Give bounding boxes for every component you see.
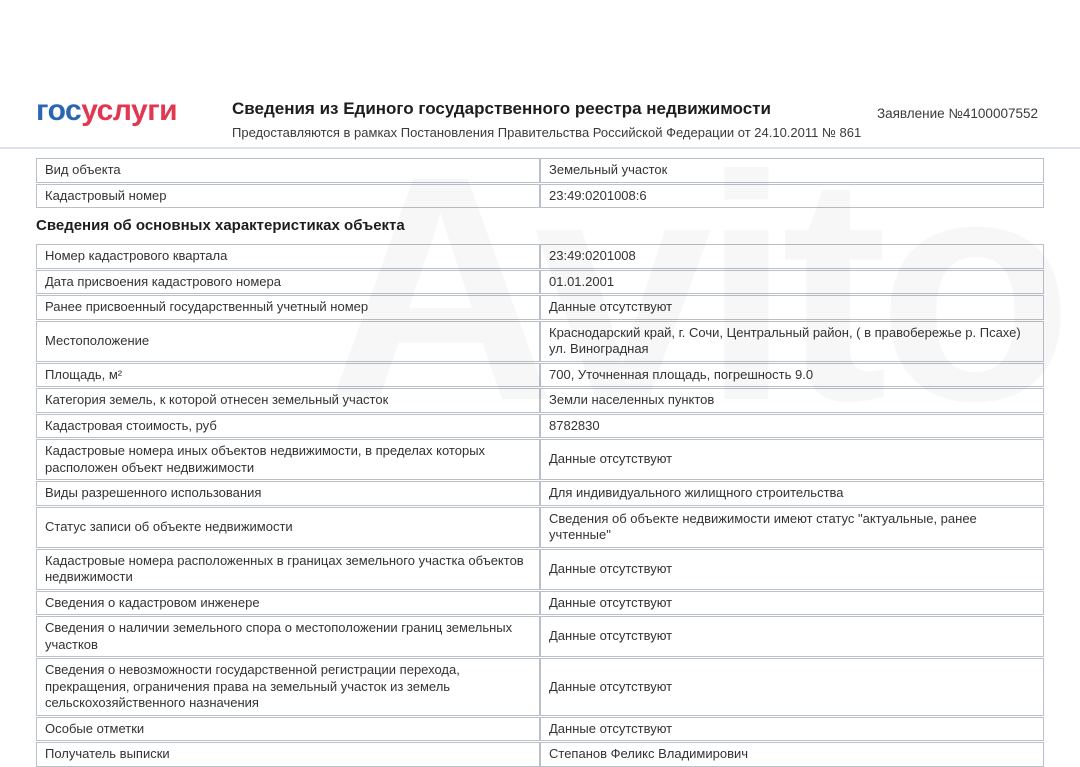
table-row: [36, 616, 1044, 657]
row-value: Данные отсутствуют: [540, 440, 1043, 479]
row-label: Кадастровые номера расположенных в границах земельного участка объектов недвижимости: [37, 550, 540, 589]
row-value: Земли населенных пунктов: [540, 389, 1043, 412]
document-body: [36, 158, 1044, 767]
table-row: [36, 549, 1044, 590]
row-value: Данные отсутствуют: [540, 592, 1043, 615]
row-label: Кадастровые номера иных объектов недвижимости, в пределах которых расположен объект недвижимости: [37, 440, 540, 479]
document-subtitle: Предоставляются в рамках Постановления Правительства Российской Федерации от 24.10.2011 № 861: [232, 125, 862, 141]
row-value: Степанов Феликс Владимирович: [540, 743, 1043, 766]
table-row: [36, 481, 1044, 506]
gosuslugi-logo-blue-part: гос: [36, 94, 82, 127]
row-label: Сведения о кадастровом инженере: [37, 592, 540, 615]
row-label: Категория земель, к которой отнесен земельный участок: [37, 389, 540, 412]
main-characteristics-table: [36, 244, 1044, 767]
table-row: [36, 184, 1044, 209]
header-title-block: [232, 99, 880, 141]
table-row: [36, 414, 1044, 439]
section-title: Сведения об основных характеристиках объекта: [36, 217, 405, 234]
row-label: Особые отметки: [37, 718, 540, 741]
table-row: [36, 158, 1044, 183]
row-value: 23:49:0201008: [540, 245, 1043, 268]
table-row: [36, 439, 1044, 480]
row-label: Статус записи об объекте недвижимости: [37, 508, 540, 547]
table-row: [36, 270, 1044, 295]
row-label: Кадастровая стоимость, руб: [37, 415, 540, 438]
row-label: Сведения о невозможности государственной регистрации перехода, прекращения, ограничения права на земельный участок из земель сельскохозяйственного назначения: [37, 659, 540, 715]
row-label: Номер кадастрового квартала: [37, 245, 540, 268]
table-row: [36, 717, 1044, 742]
row-value: Для индивидуального жилищного строительства: [540, 482, 1043, 505]
row-label: Сведения о наличии земельного спора о местоположении границ земельных участков: [37, 617, 540, 656]
row-value: 700, Уточненная площадь, погрешность 9.0: [540, 364, 1043, 387]
row-label: Дата присвоения кадастрового номера: [37, 271, 540, 294]
table-row: [36, 742, 1044, 767]
object-info-table: [36, 158, 1044, 208]
table-row: [36, 295, 1044, 320]
table-row: [36, 363, 1044, 388]
gosuslugi-logo-red-part: услуги: [81, 94, 178, 127]
row-label: Площадь, м²: [37, 364, 540, 387]
row-label: Местоположение: [37, 322, 540, 361]
row-value: Данные отсутствуют: [540, 296, 1043, 319]
gosuslugi-logo: [36, 96, 177, 126]
table-row: [36, 658, 1044, 716]
table-row: [36, 321, 1044, 362]
table-row: [36, 507, 1044, 548]
row-value: Земельный участок: [540, 159, 1043, 182]
row-value: Данные отсутствуют: [540, 718, 1043, 741]
row-label: Ранее присвоенный государственный учетный номер: [37, 296, 540, 319]
row-label: Вид объекта: [37, 159, 540, 182]
row-label: Кадастровый номер: [37, 185, 540, 208]
row-value: Данные отсутствуют: [540, 617, 1043, 656]
row-value: Данные отсутствуют: [540, 659, 1043, 715]
row-label: Получатель выписки: [37, 743, 540, 766]
application-number: Заявление №4100007552: [876, 106, 1038, 121]
row-value: Сведения об объекте недвижимости имеют статус "актуальные, ранее учтенные": [540, 508, 1043, 547]
header-divider: [0, 147, 1080, 149]
row-value: Краснодарский край, г. Сочи, Центральный район, ( в правобережье р. Псахе) ул. Виноградная: [540, 322, 1043, 361]
document-title: Сведения из Единого государственного реестра недвижимости: [232, 99, 771, 118]
table-row: [36, 591, 1044, 616]
row-value: Данные отсутствуют: [540, 550, 1043, 589]
row-value: 8782830: [540, 415, 1043, 438]
table-row: [36, 388, 1044, 413]
table-row: [36, 244, 1044, 269]
row-label: Виды разрешенного использования: [37, 482, 540, 505]
row-value: 23:49:0201008:6: [540, 185, 1043, 208]
row-value: 01.01.2001: [540, 271, 1043, 294]
